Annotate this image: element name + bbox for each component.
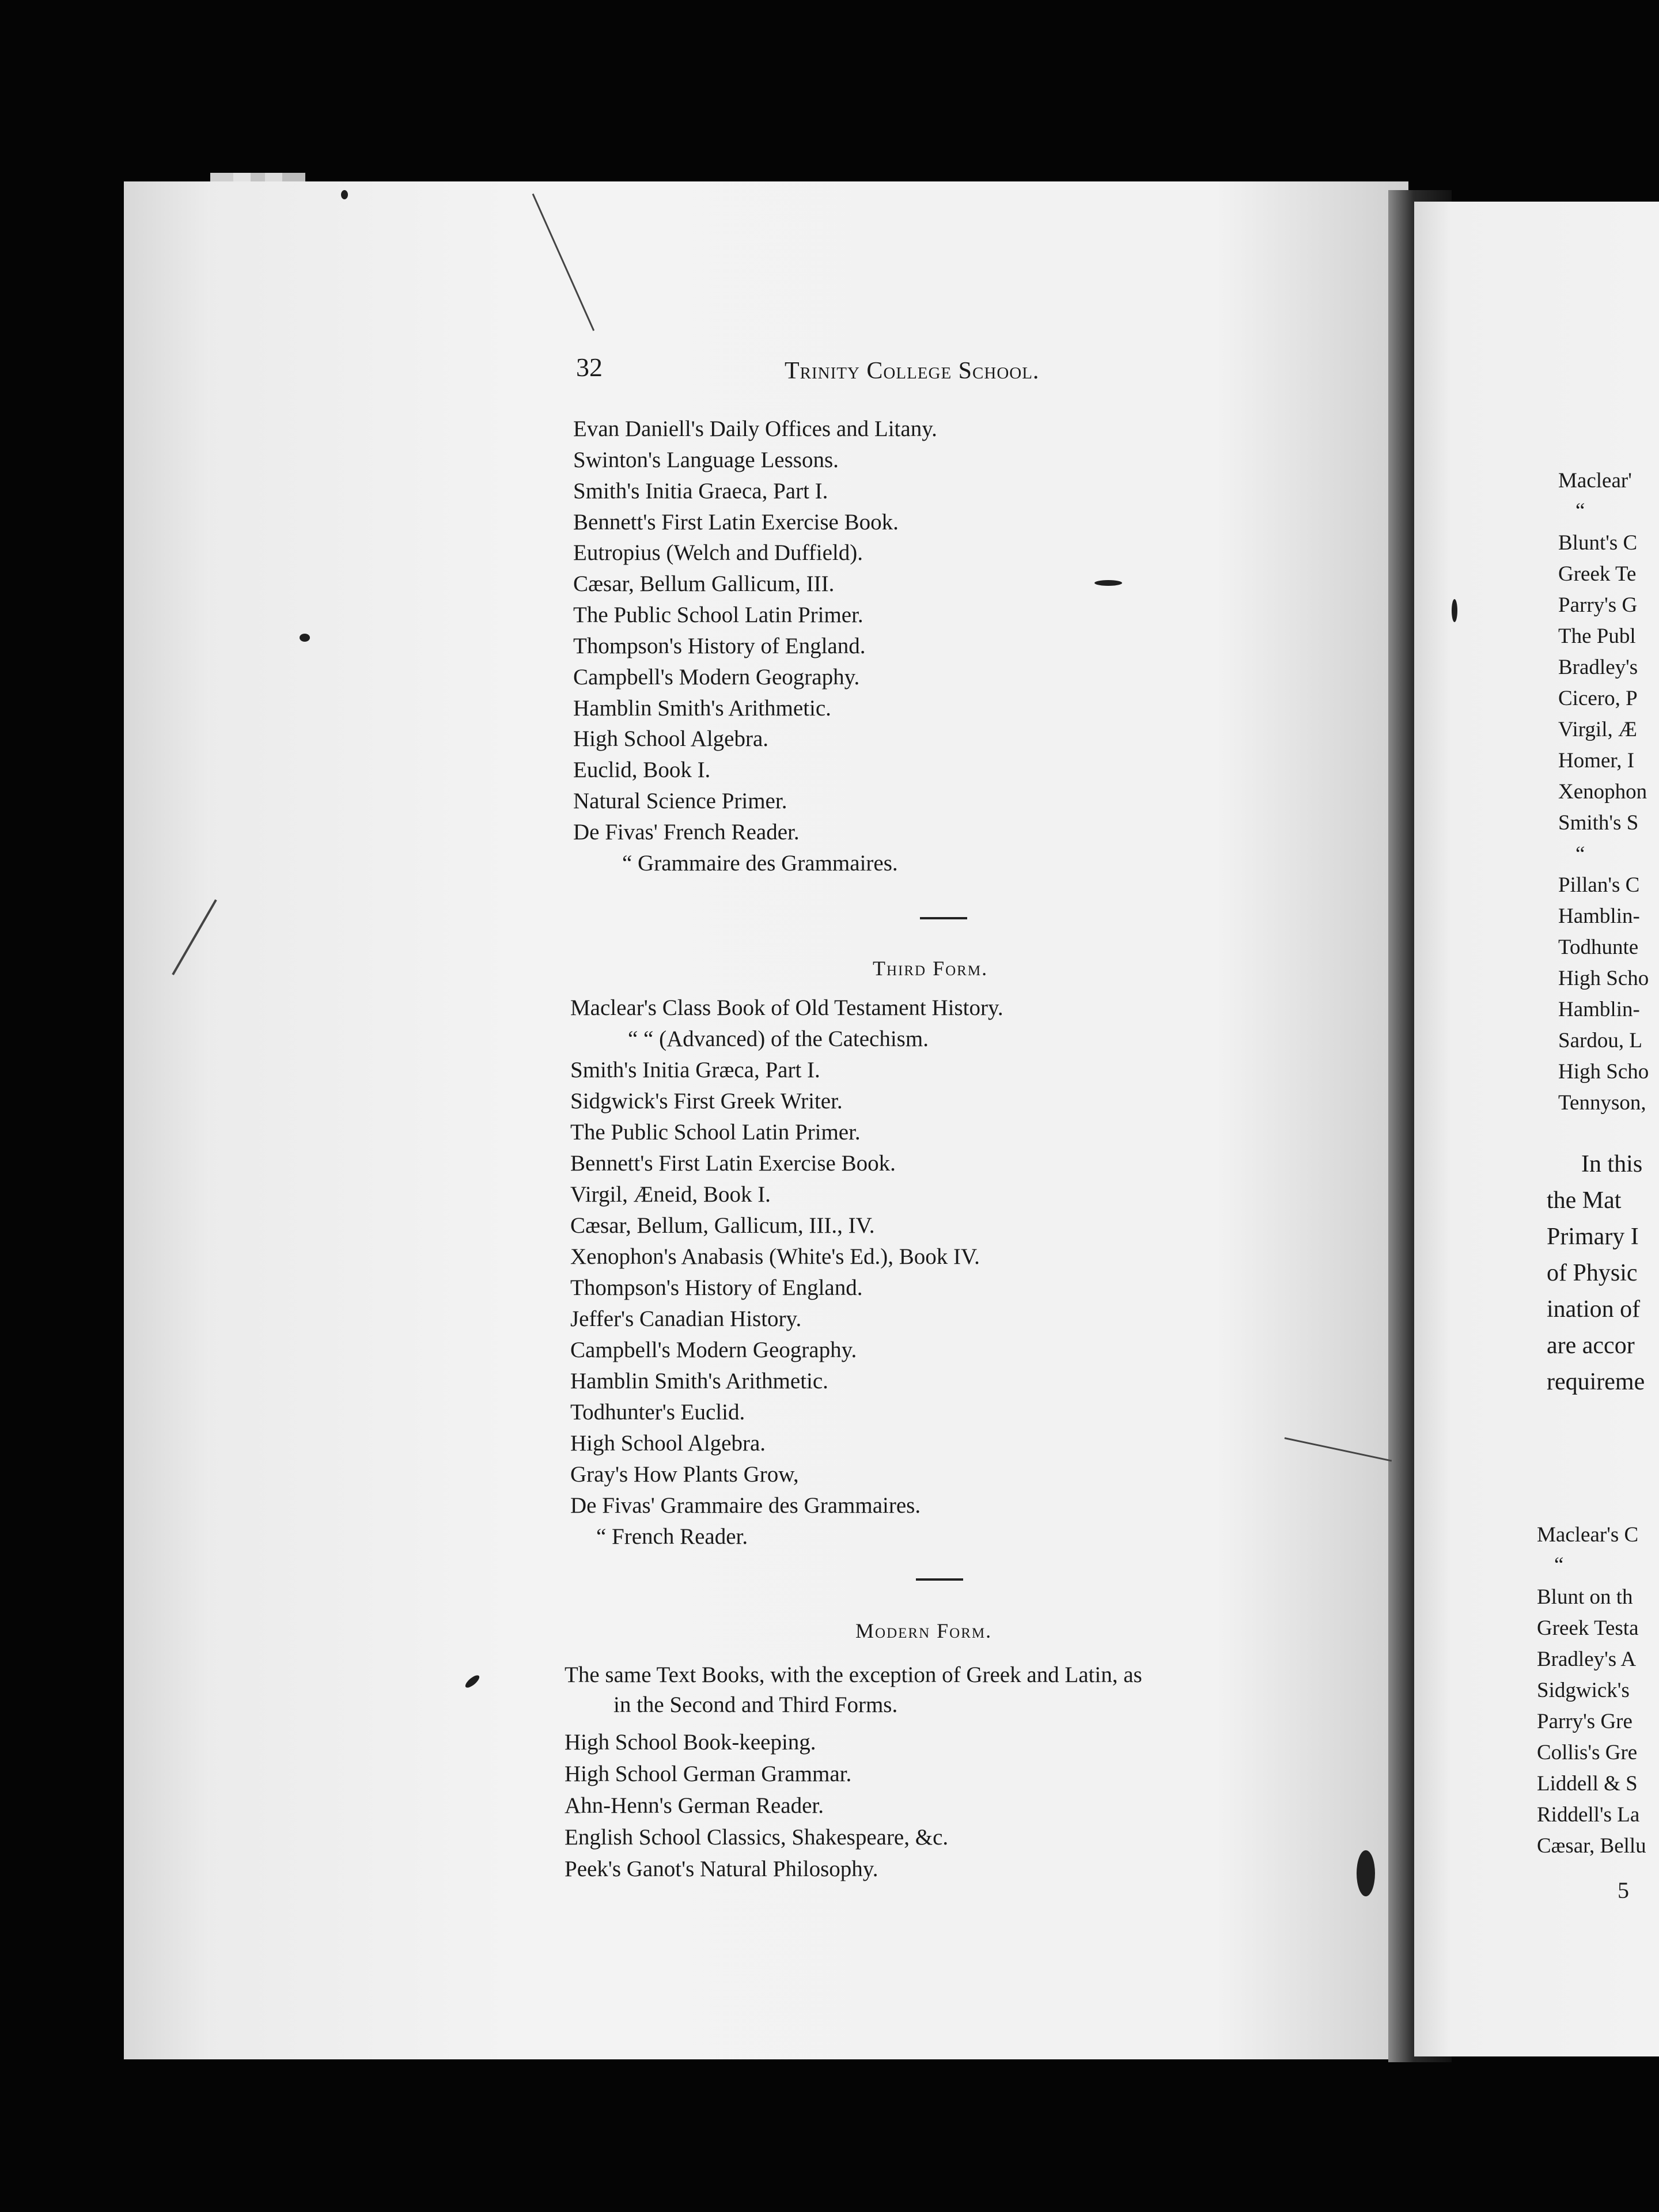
list-item: High School Algebra. [570,1431,766,1456]
list-item: Maclear's C [1537,1523,1639,1547]
modern-form-heading: Modern Form. [855,1619,993,1642]
paragraph-line: Primary I [1547,1224,1639,1250]
list-item: High School Algebra. [573,726,769,751]
ink-blot [1357,1850,1375,1896]
list-item: Pillan's C [1558,873,1640,897]
list-item: High School Book-keeping. [565,1730,816,1755]
list-item: Parry's Gre [1537,1710,1633,1733]
list-item: Xenophon [1558,780,1647,804]
list-item: Blunt on th [1537,1585,1633,1609]
ink-speck [1452,599,1457,622]
list-item: Peek's Ganot's Natural Philosophy. [565,1857,878,1881]
list-item: Sidgwick's [1537,1679,1630,1702]
list-item: Maclear's Class Book of Old Testament History. [570,995,1003,1020]
list-item: Sardou, L [1558,1029,1642,1052]
list-item: “ [1575,499,1585,522]
list-item: The Public School Latin Primer. [573,603,863,627]
list-item: Todhunte [1558,935,1639,959]
list-item: Greek Testa [1537,1616,1639,1640]
list-item: Bennett's First Latin Exercise Book. [573,510,899,535]
list-item: Riddell's La [1537,1803,1640,1827]
paragraph-line: ination of [1547,1296,1641,1323]
ink-speck [1094,580,1122,586]
list-item: “ Grammaire des Grammaires. [622,851,898,876]
right-page-footer-number: 5 [1618,1877,1629,1903]
paragraph-line: are accor [1547,1332,1635,1359]
ink-speck [300,634,310,642]
list-item: Maclear' [1558,469,1632,493]
list-item: “ French Reader. [596,1524,748,1549]
list-item: High Scho [1558,1060,1649,1084]
list-item: Ahn-Henn's German Reader. [565,1793,824,1818]
list-item: Natural Science Primer. [573,789,787,813]
list-item: Campbell's Modern Geography. [573,665,860,690]
list-item: “ [1554,1553,1564,1577]
list-item: Jeffer's Canadian History. [570,1306,802,1331]
paragraph-line: the Mat [1547,1187,1622,1214]
list-item: Euclid, Book I. [573,757,711,782]
section-divider [916,1578,963,1581]
list-item: Todhunter's Euclid. [570,1400,745,1425]
list-item: Smith's Initia Graeca, Part I. [573,479,828,503]
list-item: Virgil, Æneid, Book I. [570,1182,771,1207]
list-item: Thompson's History of England. [570,1275,863,1300]
ink-speck [341,190,348,199]
list-item: Collis's Gre [1537,1741,1638,1764]
page-number: 32 [576,353,603,382]
list-item: High Scho [1558,967,1649,990]
list-item: Greek Te [1558,562,1637,586]
list-item: Hamblin- [1558,904,1640,928]
section-divider [920,917,967,919]
list-item: Bradley's A [1537,1647,1637,1671]
list-item: Swinton's Language Lessons. [573,448,839,472]
list-item: Bradley's [1558,656,1638,679]
list-item: The Publ [1558,624,1636,648]
intro-line: The same Text Books, with the exception of Greek and Latin, as [565,1662,1142,1687]
intro-line: in the Second and Third Forms. [613,1692,898,1717]
list-item: Thompson's History of England. [573,634,866,658]
list-item: “ [1575,842,1585,866]
list-item: Hamblin Smith's Arithmetic. [573,696,831,721]
list-item: Blunt's C [1558,531,1638,555]
paragraph-line: of Physic [1547,1260,1638,1286]
list-item: De Fivas' French Reader. [573,820,800,844]
list-item: Eutropius (Welch and Duffield). [573,540,863,565]
list-item: Smith's S [1558,811,1639,835]
list-item: The Public School Latin Primer. [570,1120,861,1145]
list-item: Hamblin- [1558,998,1640,1021]
list-item: Sidgwick's First Greek Writer. [570,1089,843,1113]
list-item: Campbell's Modern Geography. [570,1338,857,1362]
third-form-heading: Third Form. [873,957,988,980]
list-item: De Fivas' Grammaire des Grammaires. [570,1493,921,1518]
running-title: Trinity College School. [785,358,1040,384]
list-item: Smith's Initia Græca, Part I. [570,1058,820,1082]
list-item: Homer, I [1558,749,1635,772]
list-item: Cæsar, Bellum Gallicum, III. [573,571,835,596]
paragraph-line: In this [1581,1151,1643,1177]
list-item: Evan Daniell's Daily Offices and Litany. [573,416,937,441]
list-item: Cæsar, Bellu [1537,1834,1646,1858]
list-item: Cæsar, Bellum, Gallicum, III., IV. [570,1213,875,1238]
list-item: Xenophon's Anabasis (White's Ed.), Book IV. [570,1244,980,1269]
list-item: Virgil, Æ [1558,718,1637,741]
paragraph-line: requireme [1547,1369,1645,1395]
list-item: Parry's G [1558,593,1638,617]
list-item: Tennyson, [1558,1091,1646,1115]
list-item: English School Classics, Shakespeare, &c. [565,1825,949,1850]
list-item: Hamblin Smith's Arithmetic. [570,1369,828,1393]
list-item: “ “ (Advanced) of the Catechism. [628,1027,929,1051]
list-item: Liddell & S [1537,1772,1638,1796]
list-item: Gray's How Plants Grow, [570,1462,799,1487]
list-item: Bennett's First Latin Exercise Book. [570,1151,896,1176]
list-item: Cicero, P [1558,687,1638,710]
list-item: High School German Grammar. [565,1762,852,1786]
